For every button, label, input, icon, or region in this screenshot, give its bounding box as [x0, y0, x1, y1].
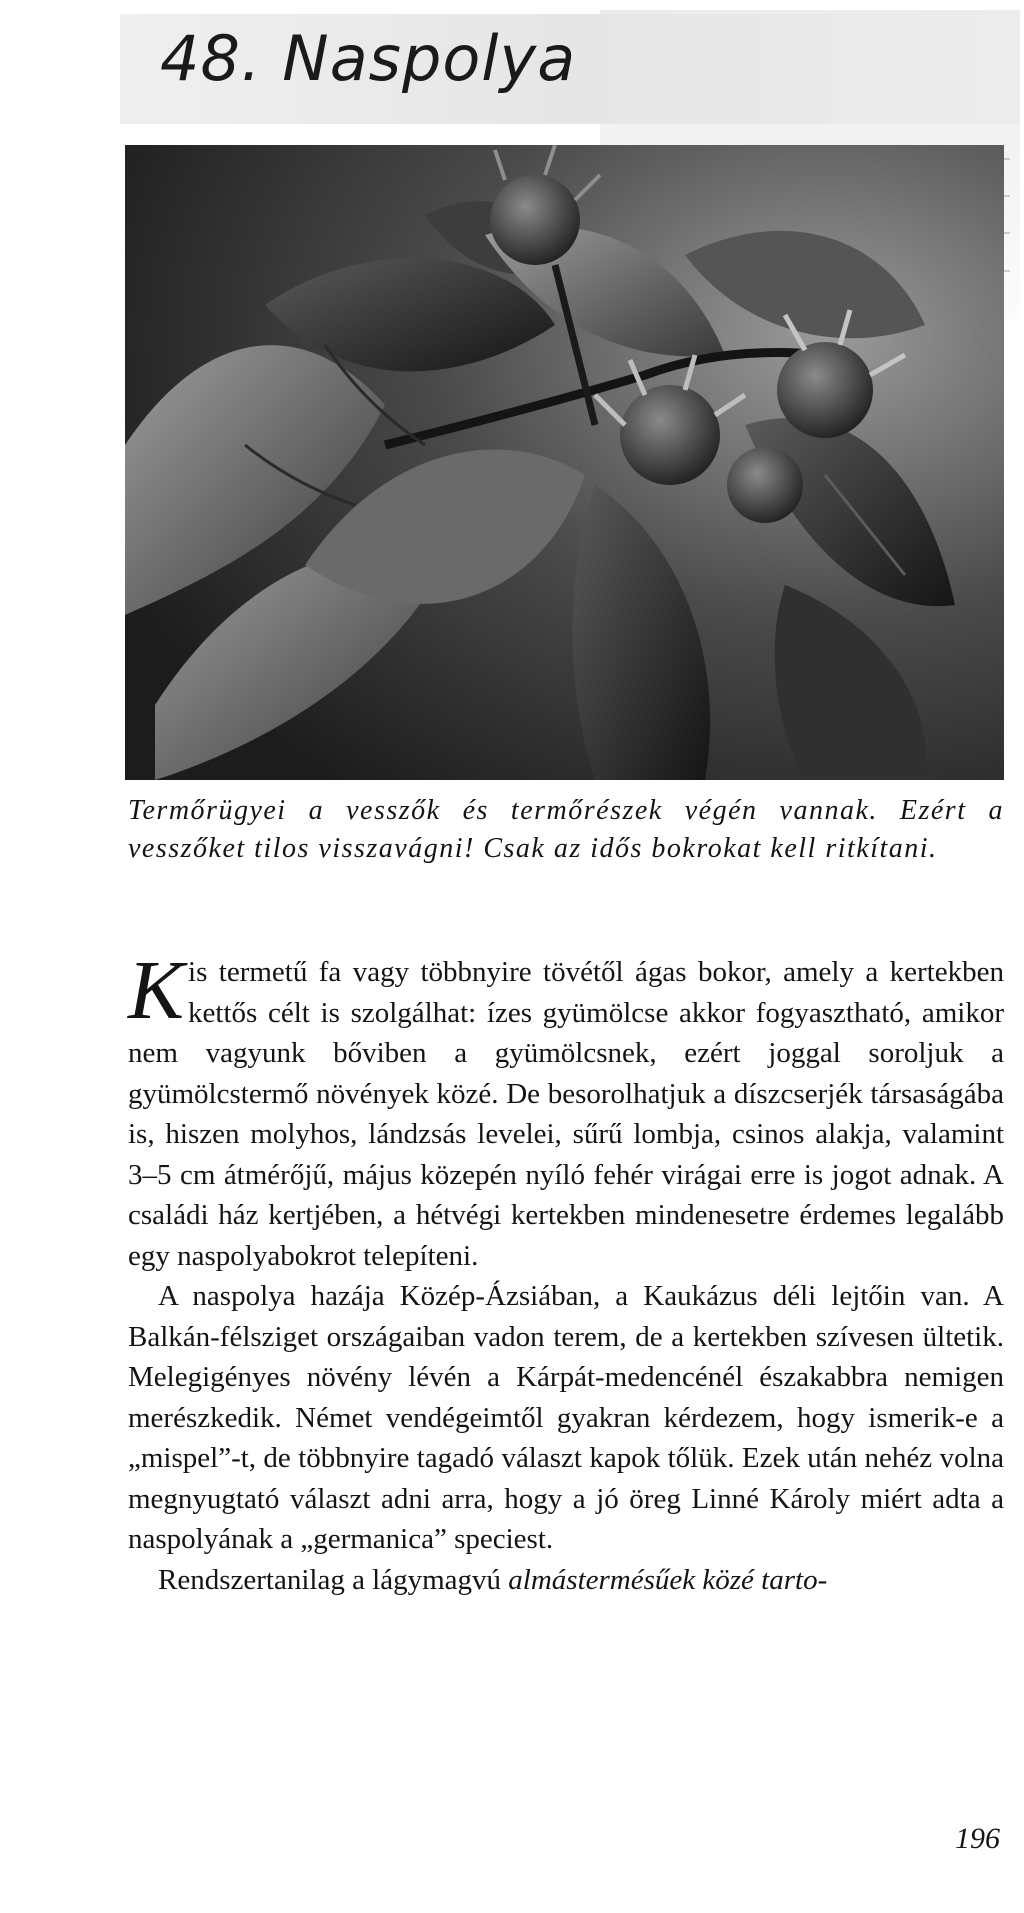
paragraph-3-italic: almástermésűek közé tarto- [508, 1563, 828, 1596]
paragraph-2: A naspolya hazája Közép-Ázsiában, a Kaukázus déli lejtőin van. A Balkán-félsziget országaiban vadon terem, de a kertekben szívesen ültetik. Melegigényes növény lévén a Kárpát-medencénél északabbra nemigen merészkedik. Német vendégeimtől gyakran kérdezem, hogy ismerik-e a „mispel”-t, de többnyire tagadó választ kapok tőlük. Ezek után nehéz volna megnyugtató választ adni arra, hogy a jó öreg Linné Károly miért adta a naspolyának a „germanica” speciest. [128, 1280, 1004, 1555]
medlar-branch-icon [125, 145, 1004, 780]
page-title: 48. Naspolya [160, 22, 577, 95]
paragraph-3 [128, 1560, 1004, 1601]
paragraph-1-text: is termetű fa vagy többnyire tövétől ágas bokor, amely a kertekben kettős célt is szolgálhat: ízes gyümölcse akkor fogyasztható, amikor nem vagyunk bőviben a gyümölcsnek, ezért joggal soroljuk a gyümölcstermő növények közé. De besorolhatjuk a díszcserjék társaságába is, hiszen molyhos, lándzsás levelei, sűrű lombja, csinos alakja, valamint 3–5 cm átmérőjű, május közepén nyíló fehér virágai erre is jogot adnak. A családi ház kertjében, a hétvégi kertekben mindenesetre érdemes legalább egy naspolyabokrot telepíteni. [128, 956, 1004, 1272]
article-body [128, 944, 1004, 1600]
photo-caption: Termőrügyei a vesszők és termőrészek végén vannak. Ezért a vesszőket tilos visszavágni! Csak az idős bokrokat kell ritkítani. [128, 795, 1004, 864]
drop-cap: K [128, 944, 185, 1037]
paragraph-1 [128, 944, 1004, 1276]
page-number: 196 [955, 1822, 1000, 1855]
paragraph-3-text: Rendszertanilag a lágymagvú [158, 1563, 502, 1596]
medlar-photo [125, 145, 1004, 780]
